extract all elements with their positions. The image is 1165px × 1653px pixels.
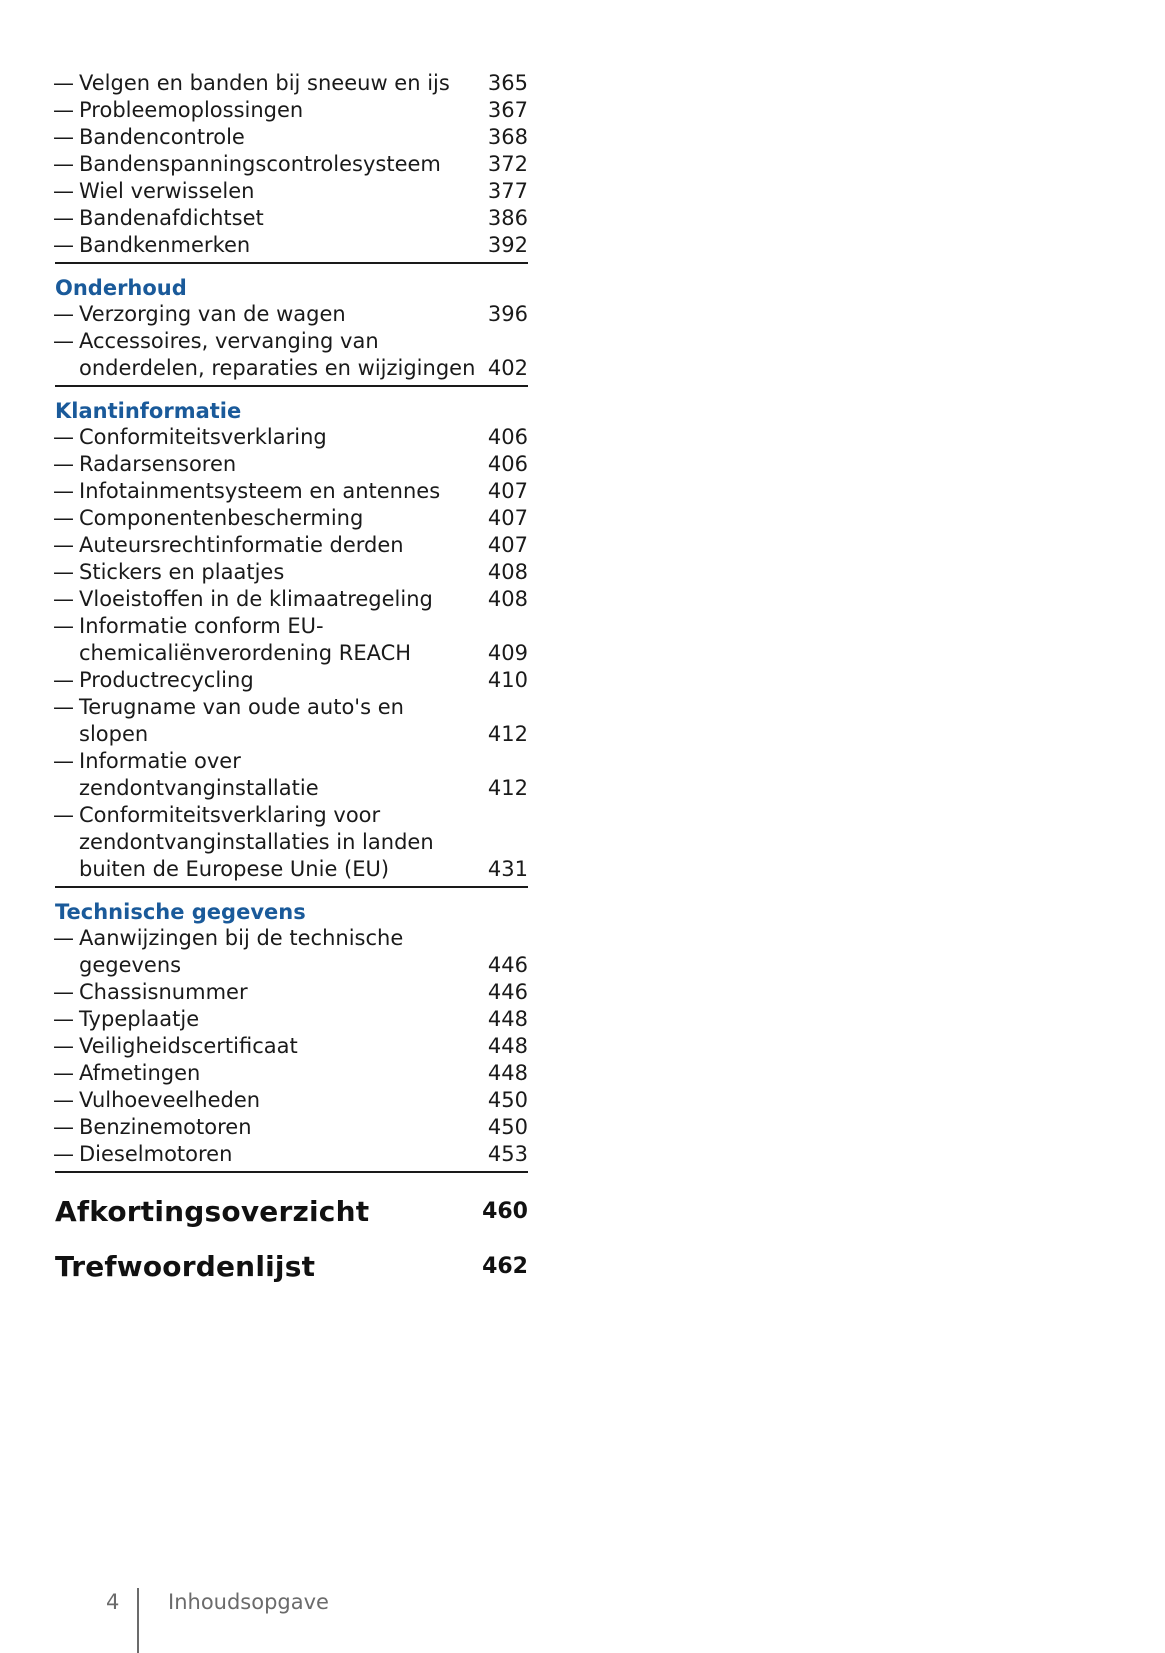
toc-entry-page: 453 (487, 1142, 528, 1166)
toc-entry-page: 450 (487, 1088, 528, 1112)
toc-entry-page: 407 (487, 533, 528, 557)
toc-entry-label: — Wiel verwisselen (55, 178, 478, 205)
toc-entry[interactable] (55, 748, 528, 802)
toc-entry-page: 368 (487, 125, 528, 149)
toc-entry-page: 448 (487, 1007, 528, 1031)
toc-entry-page: 408 (487, 587, 528, 611)
table-of-contents (55, 70, 528, 1286)
toc-entry-page: 412 (487, 722, 528, 746)
toc-entry[interactable] (55, 424, 528, 451)
toc-entry-label: — Veiligheidscertificaat (55, 1033, 478, 1060)
chapter-page: 460 (482, 1198, 528, 1224)
toc-entry-page: 377 (487, 179, 528, 203)
chapter-name: Inhoudsopgave (168, 1590, 329, 1614)
toc-section-klantinformatie (55, 398, 528, 888)
toc-entry[interactable] (55, 205, 528, 232)
toc-entry-page: 406 (487, 425, 528, 449)
toc-entry-label: — Bandkenmerken (55, 232, 478, 259)
toc-entry-page: 412 (487, 776, 528, 800)
toc-entry[interactable] (55, 178, 528, 205)
toc-entry[interactable] (55, 586, 528, 613)
toc-entry-label: — Infotainmentsysteem en antennes (55, 478, 478, 505)
toc-entry-page: 407 (487, 506, 528, 530)
toc-entry-label: — Aanwijzingen bij de technische gegevens (55, 925, 478, 979)
section-title[interactable]: Klantinformatie (55, 399, 242, 423)
toc-entry-page: 448 (487, 1061, 528, 1085)
toc-entry-label: — Terugname van oude auto's en slopen (55, 694, 478, 748)
chapter-page: 462 (482, 1253, 528, 1279)
toc-entry-label: — Velgen en banden bij sneeuw en ijs (55, 70, 478, 97)
toc-entry-label: — Auteursrechtinformatie derden (55, 532, 478, 559)
toc-section-tyres (55, 70, 528, 264)
toc-entry-page: 407 (487, 479, 528, 503)
toc-entry-page: 409 (487, 641, 528, 665)
toc-entry[interactable] (55, 70, 528, 97)
toc-entry[interactable] (55, 559, 528, 586)
toc-entry[interactable] (55, 124, 528, 151)
toc-entry-label: — Conformiteitsverklaring voor zendontvanginstallaties in landen buiten de Europese Unie (EU) (55, 802, 478, 883)
page-number: 4 (106, 1590, 120, 1614)
section-title[interactable]: Technische gegevens (55, 900, 306, 924)
toc-entry-label: — Benzinemotoren (55, 1114, 478, 1141)
toc-entry[interactable] (55, 151, 528, 178)
toc-entry-label: — Bandenspanningscontrolesysteem (55, 151, 478, 178)
toc-entry[interactable] (55, 328, 528, 382)
toc-entry-page: 396 (487, 302, 528, 326)
toc-entry[interactable] (55, 1087, 528, 1114)
toc-entry-page: 402 (487, 356, 528, 380)
toc-chapter-afkortingsoverzicht[interactable] (55, 1191, 528, 1231)
toc-entry-label: — Accessoires, vervanging van onderdelen, reparaties en wijzigingen (55, 328, 478, 382)
toc-entry-label: — Vulhoeveelheden (55, 1087, 478, 1114)
toc-entry[interactable] (55, 1060, 528, 1087)
toc-entry-page: 431 (487, 857, 528, 881)
toc-entry-page: 448 (487, 1034, 528, 1058)
page-footer (0, 1588, 1165, 1653)
toc-entry-page: 446 (487, 953, 528, 977)
toc-entry[interactable] (55, 1033, 528, 1060)
section-title[interactable]: Onderhoud (55, 276, 187, 300)
toc-entry-page: 446 (487, 980, 528, 1004)
toc-entry-page: 406 (487, 452, 528, 476)
toc-entry-label: — Afmetingen (55, 1060, 478, 1087)
toc-entry-page: 367 (487, 98, 528, 122)
toc-entry-label: — Informatie conform EU-chemicaliënverordening REACH (55, 613, 478, 667)
toc-entry-label: — Vloeistoffen in de klimaatregeling (55, 586, 478, 613)
toc-entry[interactable] (55, 802, 528, 883)
toc-entry-page: 372 (487, 152, 528, 176)
toc-entry[interactable] (55, 1006, 528, 1033)
toc-entry-label: — Radarsensoren (55, 451, 478, 478)
toc-entry-page: 450 (487, 1115, 528, 1139)
toc-entry-label: — Bandencontrole (55, 124, 478, 151)
toc-entry-page: 392 (487, 233, 528, 257)
toc-entry[interactable] (55, 505, 528, 532)
toc-entry[interactable] (55, 1141, 528, 1168)
toc-entry-page: 386 (487, 206, 528, 230)
toc-entry[interactable] (55, 979, 528, 1006)
toc-entry-label: — Probleemoplossingen (55, 97, 478, 124)
toc-entry-label: — Conformiteitsverklaring (55, 424, 478, 451)
toc-entry-label: — Stickers en plaatjes (55, 559, 478, 586)
toc-entry-label: — Chassisnummer (55, 979, 478, 1006)
toc-entry[interactable] (55, 667, 528, 694)
toc-section-onderhoud (55, 275, 528, 387)
toc-entry[interactable] (55, 451, 528, 478)
toc-chapter-trefwoordenlijst[interactable] (55, 1246, 528, 1286)
toc-section-technische-gegevens (55, 899, 528, 1173)
toc-entry[interactable] (55, 478, 528, 505)
toc-entry[interactable] (55, 532, 528, 559)
chapter-label: Afkortingsoverzicht (55, 1194, 370, 1228)
toc-entry[interactable] (55, 97, 528, 124)
toc-entry-label: — Componentenbescherming (55, 505, 478, 532)
toc-entry-page: 410 (487, 668, 528, 692)
toc-entry-label: — Verzorging van de wagen (55, 301, 478, 328)
toc-entry[interactable] (55, 925, 528, 979)
toc-entry-page: 365 (487, 71, 528, 95)
toc-entry[interactable] (55, 613, 528, 667)
footer-divider (137, 1588, 139, 1653)
toc-entry[interactable] (55, 301, 528, 328)
toc-entry-label: — Typeplaatje (55, 1006, 478, 1033)
toc-entry-label: — Bandenafdichtset (55, 205, 478, 232)
toc-entry-label: — Productrecycling (55, 667, 478, 694)
toc-entry[interactable] (55, 694, 528, 748)
toc-entry-label: — Informatie over zendontvanginstallatie (55, 748, 478, 802)
toc-entry[interactable] (55, 232, 528, 259)
chapter-label: Trefwoordenlijst (55, 1249, 316, 1283)
toc-entry[interactable] (55, 1114, 528, 1141)
toc-entry-page: 408 (487, 560, 528, 584)
toc-entry-label: — Dieselmotoren (55, 1141, 478, 1168)
